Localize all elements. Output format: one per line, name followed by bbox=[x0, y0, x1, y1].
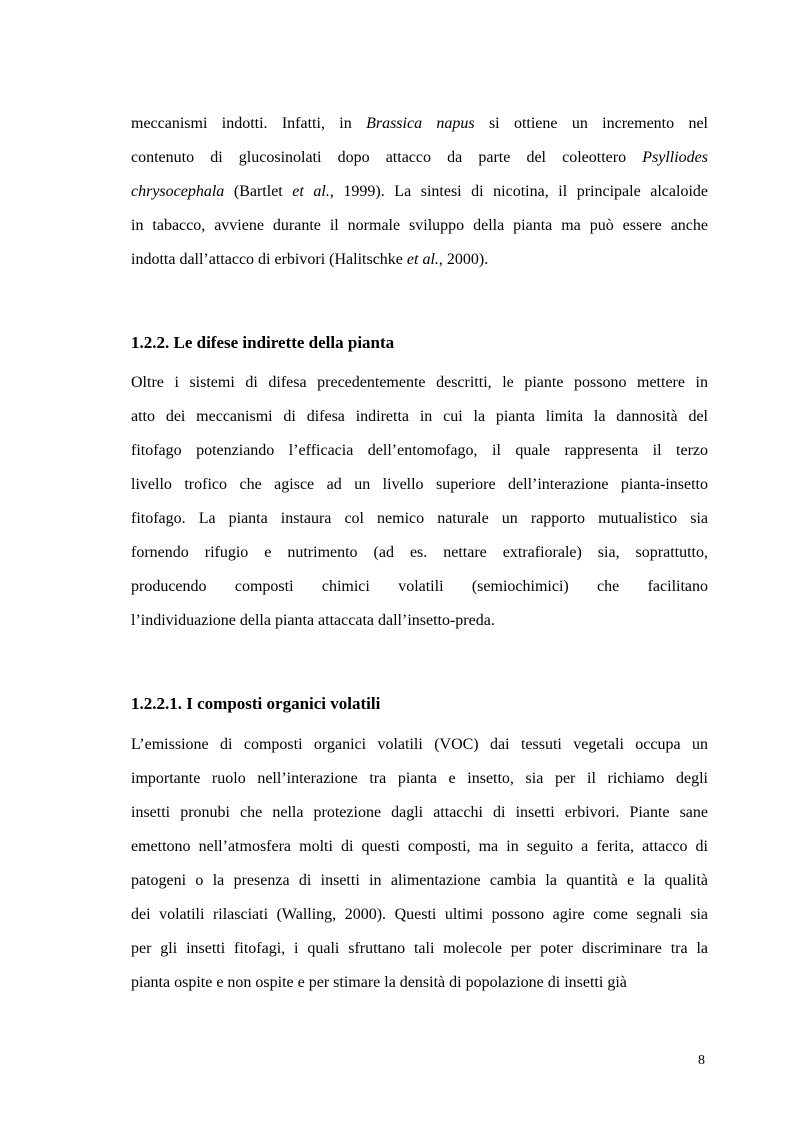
italic-text: Brassica napus bbox=[366, 115, 475, 132]
italic-text: et al. bbox=[292, 183, 330, 200]
text-run: , 2000). bbox=[438, 251, 489, 268]
text-line bbox=[131, 932, 708, 966]
text-run: fitofago potenziando l’efficacia dell’entomofago, il quale rappresenta il terzo bbox=[131, 442, 708, 459]
text-run: (Bartlet bbox=[224, 183, 293, 200]
text-line bbox=[131, 728, 708, 762]
text-run: fornendo rifugio e nutrimento (ad es. nettare extrafiorale) sia, soprattutto, bbox=[131, 544, 708, 561]
text-run: meccanismi indotti. Infatti, in bbox=[131, 115, 367, 132]
text-run: L’emissione di composti organici volatili (VOC) dai tessuti vegetali occupa un bbox=[131, 736, 708, 753]
text-run: si ottiene un incremento nel bbox=[474, 115, 709, 132]
text-run: dei volatili rilasciati (Walling, 2000). Questi ultimi possono agire come segnali sia bbox=[131, 906, 708, 923]
text-run: livello trofico che agisce ad un livello superiore dell’interazione pianta-insetto bbox=[131, 476, 708, 493]
text-run: contenuto di glucosinolati dopo attacco da parte del coleottero bbox=[131, 149, 643, 166]
text-line bbox=[131, 604, 708, 638]
text-run: , 1999). La sintesi di nicotina, il principale alcaloide bbox=[329, 183, 708, 200]
italic-text: et al. bbox=[406, 251, 439, 268]
text-run: pianta ospite e non ospite e per stimare la densità di popolazione di insetti già bbox=[131, 974, 627, 991]
text-line bbox=[131, 400, 708, 434]
text-run: Oltre i sistemi di difesa precedentemente descritti, le piante possono mettere in bbox=[131, 374, 708, 391]
text-line bbox=[131, 570, 708, 604]
paragraph-2 bbox=[131, 366, 708, 638]
italic-text: chrysocephala bbox=[131, 183, 225, 200]
paragraph-1 bbox=[131, 107, 708, 277]
text-line bbox=[131, 864, 708, 898]
text-run: l’individuazione della pianta attaccata dall’insetto-preda. bbox=[131, 612, 495, 629]
paragraph-3 bbox=[131, 728, 708, 1000]
text-line bbox=[131, 502, 708, 536]
text-line bbox=[131, 434, 708, 468]
text-line bbox=[131, 796, 708, 830]
text-run: emettono nell’atmosfera molti di questi composti, ma in seguito a ferita, attacco di bbox=[131, 838, 708, 855]
italic-text: Psylliodes bbox=[642, 149, 708, 166]
text-line bbox=[131, 898, 708, 932]
text-run: atto dei meccanismi di difesa indiretta in cui la pianta limita la dannosità del bbox=[131, 408, 708, 425]
text-line bbox=[131, 830, 708, 864]
text-line bbox=[131, 966, 708, 1000]
text-line bbox=[131, 243, 708, 277]
text-line bbox=[131, 107, 708, 141]
text-line bbox=[131, 209, 708, 243]
text-line bbox=[131, 141, 708, 175]
text-line bbox=[131, 366, 708, 400]
text-run: patogeni o la presenza di insetti in alimentazione cambia la quantità e la qualità bbox=[131, 872, 708, 889]
text-run: per gli insetti fitofagi, i quali sfruttano tali molecole per poter discriminare tra la bbox=[131, 940, 708, 957]
text-run: indotta dall’attacco di erbivori (Halitschke bbox=[131, 251, 407, 268]
text-run: importante ruolo nell’interazione tra pianta e insetto, sia per il richiamo degli bbox=[131, 770, 708, 787]
section-heading-1-2-2-1: 1.2.2.1. I composti organici volatili bbox=[131, 694, 381, 713]
section-heading-1-2-2: 1.2.2. Le difese indirette della pianta bbox=[131, 333, 395, 352]
text-run: insetti pronubi che nella protezione dagli attacchi di insetti erbivori. Piante sane bbox=[131, 804, 708, 821]
text-line bbox=[131, 762, 708, 796]
text-line bbox=[131, 175, 708, 209]
page-number: 8 bbox=[698, 1053, 705, 1068]
text-line bbox=[131, 536, 708, 570]
text-run: in tabacco, avviene durante il normale sviluppo della pianta ma può essere anche bbox=[131, 217, 708, 234]
text-run: fitofago. La pianta instaura col nemico naturale un rapporto mutualistico sia bbox=[131, 510, 708, 527]
text-line bbox=[131, 468, 708, 502]
text-run: producendo composti chimici volatili (semiochimici) che facilitano bbox=[131, 578, 708, 595]
